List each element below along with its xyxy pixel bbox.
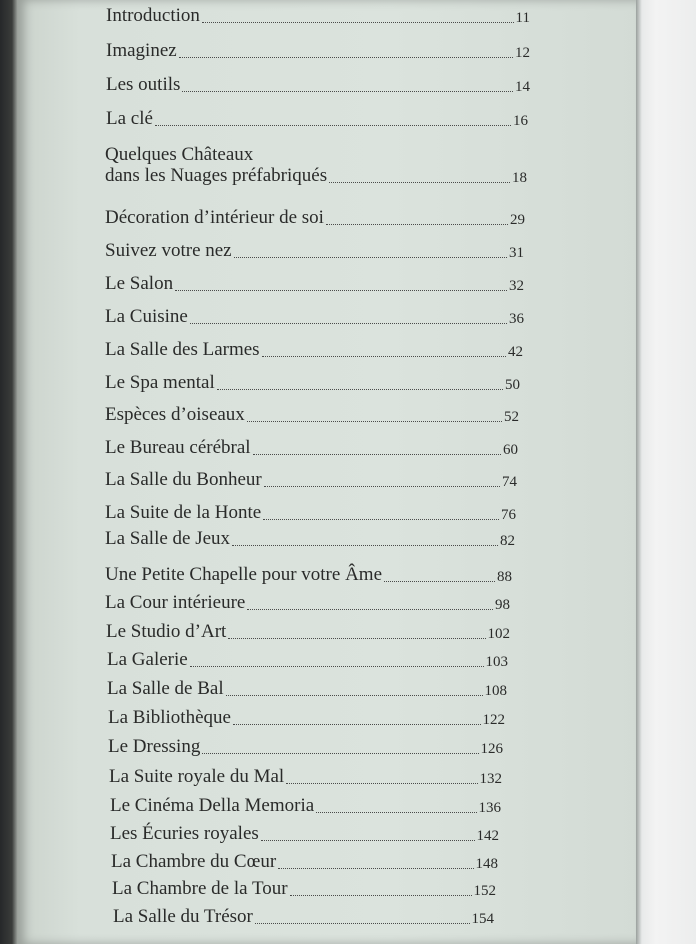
toc-entry-page: 148: [475, 856, 498, 873]
toc-entry-page: 18: [512, 170, 527, 187]
toc-entry-page: 31: [509, 245, 524, 262]
toc-entry-page: 126: [480, 741, 503, 758]
toc-entry: [108, 708, 505, 729]
dot-leader: [286, 782, 477, 784]
toc-entry: [105, 503, 516, 524]
toc-entry-title: La Salle du Trésor: [113, 906, 253, 927]
toc-entry-title: La Galerie: [107, 649, 188, 670]
toc-entry-title: Une Petite Chapelle pour votre Âme: [105, 564, 383, 585]
toc-entry-title: Le Dressing: [108, 736, 201, 757]
toc-entry-page: 154: [471, 911, 494, 928]
toc-entry-title: Le Studio d’Art: [106, 621, 227, 642]
toc-entry: [105, 241, 524, 262]
toc-entry: [108, 737, 503, 758]
toc-entry: [105, 405, 519, 426]
dot-leader: [264, 485, 500, 487]
toc-entry: [107, 679, 507, 700]
dot-leader: [326, 223, 508, 225]
toc-entry-page: 52: [504, 409, 519, 426]
toc-entry: [105, 145, 527, 187]
dot-leader: [228, 637, 485, 639]
toc-entry-title: Les outils: [106, 74, 181, 95]
toc-entry-page: 42: [508, 344, 523, 361]
toc-entry-page: 16: [513, 113, 528, 130]
toc-entry-title: Introduction: [106, 5, 200, 26]
dot-leader: [290, 894, 472, 896]
toc-entry: [105, 208, 525, 229]
toc-entry-title: La Salle de Bal: [107, 678, 224, 699]
toc-entry-page: 11: [515, 10, 530, 27]
dot-leader: [384, 580, 495, 582]
toc-entry-title: La Suite de la Honte: [105, 502, 262, 523]
dot-leader: [263, 518, 499, 520]
dot-leader: [179, 56, 513, 58]
toc-entry: [106, 75, 530, 96]
toc-entry-title-line-1: Quelques Châteaux: [105, 144, 254, 165]
toc-entry-title: La clé: [106, 108, 153, 129]
dot-leader: [247, 608, 493, 610]
toc-entry: [105, 373, 520, 394]
toc-entry-title: Décoration d’intérieur de soi: [105, 207, 324, 228]
toc-entry: [105, 529, 515, 550]
toc-entry-page: 136: [478, 800, 501, 817]
toc-entry-page: 103: [485, 654, 508, 671]
dot-leader: [278, 867, 473, 869]
toc-entry-title: La Chambre de la Tour: [112, 878, 288, 899]
toc-entry: [107, 650, 508, 671]
toc-entry: [106, 622, 510, 643]
toc-entry-title: Le Salon: [105, 273, 174, 294]
toc-entry: [105, 438, 518, 459]
dot-leader: [316, 811, 476, 813]
dot-leader: [226, 694, 483, 696]
toc-entry-title: La Cour intérieure: [105, 592, 246, 613]
toc-entry-page: 108: [484, 683, 507, 700]
dot-leader: [232, 544, 498, 546]
toc-entry-page: 14: [515, 79, 530, 96]
toc-entry-page: 32: [509, 278, 524, 295]
toc-entry-page: 82: [500, 533, 515, 550]
toc-entry: [105, 470, 517, 491]
toc-entry: [110, 796, 501, 817]
toc-entry-page: 76: [501, 507, 516, 524]
dot-leader: [155, 124, 511, 126]
dot-leader: [175, 289, 507, 291]
toc-entry-page: 98: [495, 597, 510, 614]
dot-leader: [255, 922, 470, 924]
dot-leader: [202, 21, 514, 23]
toc-entry-title: La Salle du Bonheur: [105, 469, 262, 490]
toc-entry: [110, 824, 499, 845]
toc-entry-title: La Salle des Larmes: [105, 339, 260, 360]
toc-entry: [105, 593, 510, 614]
toc-entry-title: Le Cinéma Della Memoria: [110, 795, 315, 816]
toc-entry: [106, 41, 530, 62]
toc-entry-page: 12: [515, 45, 530, 62]
toc-entry-page: 122: [482, 712, 505, 729]
toc-entry-page: 60: [503, 442, 518, 459]
toc-entry: [106, 6, 530, 27]
toc-entry-page: 132: [479, 771, 502, 788]
toc-entry-title: Le Bureau cérébral: [105, 437, 251, 458]
dot-leader: [253, 453, 501, 455]
toc-entry-title: Imaginez: [106, 40, 177, 61]
toc-entry-title: La Cuisine: [105, 306, 188, 327]
toc-entry-page: 102: [487, 626, 510, 643]
toc-entry-title: Espèces d’oiseaux: [105, 404, 245, 425]
dot-leader: [217, 388, 503, 390]
dot-leader: [202, 752, 478, 754]
toc-entry-title: La Chambre du Cœur: [111, 851, 277, 872]
toc-entry-title: La Bibliothèque: [108, 707, 231, 728]
dot-leader: [190, 665, 484, 667]
toc-entry-page: 50: [505, 377, 520, 394]
dot-leader: [190, 322, 507, 324]
dot-leader: [234, 256, 507, 258]
toc-entry-page: 36: [509, 311, 524, 328]
toc-entry-title: [105, 145, 327, 187]
dot-leader: [233, 723, 481, 725]
dot-leader: [329, 181, 510, 183]
toc-entry-title: Le Spa mental: [105, 372, 215, 393]
toc-entry: [105, 340, 523, 361]
toc-entry-page: 152: [473, 883, 496, 900]
toc-entry-page: 74: [502, 474, 517, 491]
toc-entry-title-line-2: dans les Nuages préfabriqués: [105, 164, 328, 186]
toc-entry: [109, 767, 502, 788]
toc-entry-title: La Suite royale du Mal: [109, 766, 285, 787]
toc-entry: [106, 109, 528, 130]
dot-leader: [182, 90, 513, 92]
toc-entry: [105, 307, 524, 328]
toc-entry: [112, 879, 496, 900]
toc-entry: [105, 565, 512, 586]
dot-leader: [247, 420, 502, 422]
toc-entry: [111, 852, 498, 873]
toc-entry-title: Les Écuries royales: [110, 823, 259, 844]
dot-leader: [261, 839, 475, 841]
toc-entry-title: Suivez votre nez: [105, 240, 232, 261]
toc-entry-page: 88: [497, 569, 512, 586]
toc-entry: [113, 907, 494, 928]
dot-leader: [262, 355, 506, 357]
toc-entry: [105, 274, 524, 295]
toc-entry-title: La Salle de Jeux: [105, 528, 231, 549]
toc-entry-page: 29: [510, 212, 525, 229]
toc-entry-page: 142: [476, 828, 499, 845]
